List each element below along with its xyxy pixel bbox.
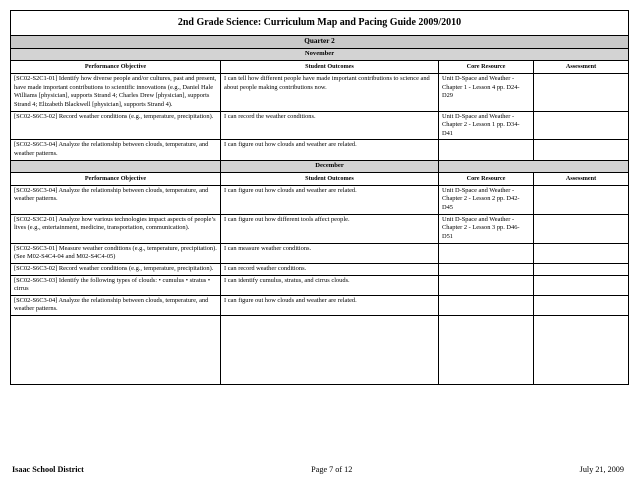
column-header-row xyxy=(11,61,629,74)
assessment-cell xyxy=(534,275,629,295)
document-title: 2nd Grade Science: Curriculum Map and Pacing Guide 2009/2010 xyxy=(11,11,629,36)
resource-cell: Unit D-Space and Weather - Chapter 2 - Lesson 3 pp. D46-D51 xyxy=(439,214,534,243)
outcome-cell: I can figure out how clouds and weather are related. xyxy=(221,185,439,214)
outcome-cell: I can identify cumulus, stratus, and cirrus clouds. xyxy=(221,275,439,295)
objective-cell: [SC02-S2C1-01] Identify how diverse people and/or cultures, past and present, have made important contributions to scientific innovations (e.g., Daniel Hale Williams [physician], supports Strand 4; Charles Drew [physician], supports Strand 4; Elizabeth Blackwell [physician], supports Strand 4). xyxy=(11,74,221,112)
assessment-cell xyxy=(534,214,629,243)
empty-row xyxy=(11,316,629,385)
curriculum-page xyxy=(10,10,628,385)
table-row xyxy=(11,185,629,214)
page-footer xyxy=(12,465,624,474)
outcome-cell: I can tell how different people have made important contributions to science and about people making contributions now. xyxy=(221,74,439,112)
objective-cell: [SC02-S6C3-04] Analyze the relationship between clouds, temperature, and weather patterns. xyxy=(11,185,221,214)
empty-cell xyxy=(221,316,439,385)
assessment-cell xyxy=(534,185,629,214)
curriculum-table xyxy=(10,10,629,385)
objective-cell: [SC02-S6C3-01] Measure weather conditions (e.g., temperature, precipitation). (See M02-S4C4-04 and M02-S4C4-05) xyxy=(11,243,221,263)
header-core-resource: Core Resource xyxy=(439,61,534,74)
objective-cell: [SC02-S6C3-02] Record weather conditions (e.g., temperature, precipitation). xyxy=(11,263,221,275)
header-performance-objective: Performance Objective xyxy=(11,61,221,74)
outcome-cell: I can figure out how clouds and weather are related. xyxy=(221,140,439,160)
quarter-heading: Quarter 2 xyxy=(11,36,629,49)
header-performance-objective: Performance Objective xyxy=(11,172,221,185)
assessment-cell xyxy=(534,111,629,140)
resource-cell: Unit D-Space and Weather - Chapter 2 - Lesson 1 pp. D34-D41 xyxy=(439,111,534,140)
objective-cell: [SC02-S6C3-03] Identify the following types of clouds: • cumulus • stratus • cirrus xyxy=(11,275,221,295)
header-student-outcomes: Student Outcomes xyxy=(221,61,439,74)
header-student-outcomes: Student Outcomes xyxy=(221,172,439,185)
objective-cell: [SC02-S6C3-04] Analyze the relationship between clouds, temperature, and weather patterns. xyxy=(11,140,221,160)
header-assessment: Assessment xyxy=(534,172,629,185)
footer-page-number: Page 7 of 12 xyxy=(311,465,353,474)
table-row xyxy=(11,74,629,112)
table-row xyxy=(11,263,629,275)
empty-cell xyxy=(534,316,629,385)
resource-cell xyxy=(439,140,534,160)
resource-cell xyxy=(439,275,534,295)
table-row xyxy=(11,275,629,295)
header-assessment: Assessment xyxy=(534,61,629,74)
shaded-cell xyxy=(439,160,629,172)
objective-cell: [SC02-S6C3-02] Record weather conditions (e.g., temperature, precipitation). xyxy=(11,111,221,140)
assessment-cell xyxy=(534,295,629,315)
table-row xyxy=(11,214,629,243)
resource-cell xyxy=(439,295,534,315)
outcome-cell: I can record weather conditions. xyxy=(221,263,439,275)
resource-cell xyxy=(439,263,534,275)
table-row xyxy=(11,140,629,160)
resource-cell xyxy=(439,243,534,263)
assessment-cell xyxy=(534,263,629,275)
resource-cell: Unit D-Space and Weather - Chapter 2 - Lesson 2 pp. D42-D45 xyxy=(439,185,534,214)
outcome-cell: I can figure out how clouds and weather are related. xyxy=(221,295,439,315)
empty-cell xyxy=(439,316,534,385)
table-row xyxy=(11,111,629,140)
empty-cell xyxy=(11,316,221,385)
table-row xyxy=(11,243,629,263)
month-heading: November xyxy=(11,49,629,61)
month-row xyxy=(11,49,629,61)
assessment-cell xyxy=(534,140,629,160)
outcome-cell: I can measure weather conditions. xyxy=(221,243,439,263)
month-separator-row xyxy=(11,160,629,172)
month-heading: December xyxy=(221,160,439,172)
outcome-cell: I can figure out how different tools affect people. xyxy=(221,214,439,243)
footer-date: July 21, 2009 xyxy=(579,465,624,474)
assessment-cell xyxy=(534,243,629,263)
outcome-cell: I can record the weather conditions. xyxy=(221,111,439,140)
footer-district: Isaac School District xyxy=(12,465,84,474)
objective-cell: [SC02-S6C3-04] Analyze the relationship between clouds, temperature, and weather patterns. xyxy=(11,295,221,315)
table-row xyxy=(11,295,629,315)
resource-cell: Unit D-Space and Weather - Chapter 1 - Lesson 4 pp. D24-D29 xyxy=(439,74,534,112)
shaded-cell xyxy=(11,160,221,172)
objective-cell: [SC02-S3C2-01] Analyze how various technologies impact aspects of people’s lives (e.g., entertainment, medicine, transportation, communication). xyxy=(11,214,221,243)
header-core-resource: Core Resource xyxy=(439,172,534,185)
column-header-row xyxy=(11,172,629,185)
assessment-cell xyxy=(534,74,629,112)
